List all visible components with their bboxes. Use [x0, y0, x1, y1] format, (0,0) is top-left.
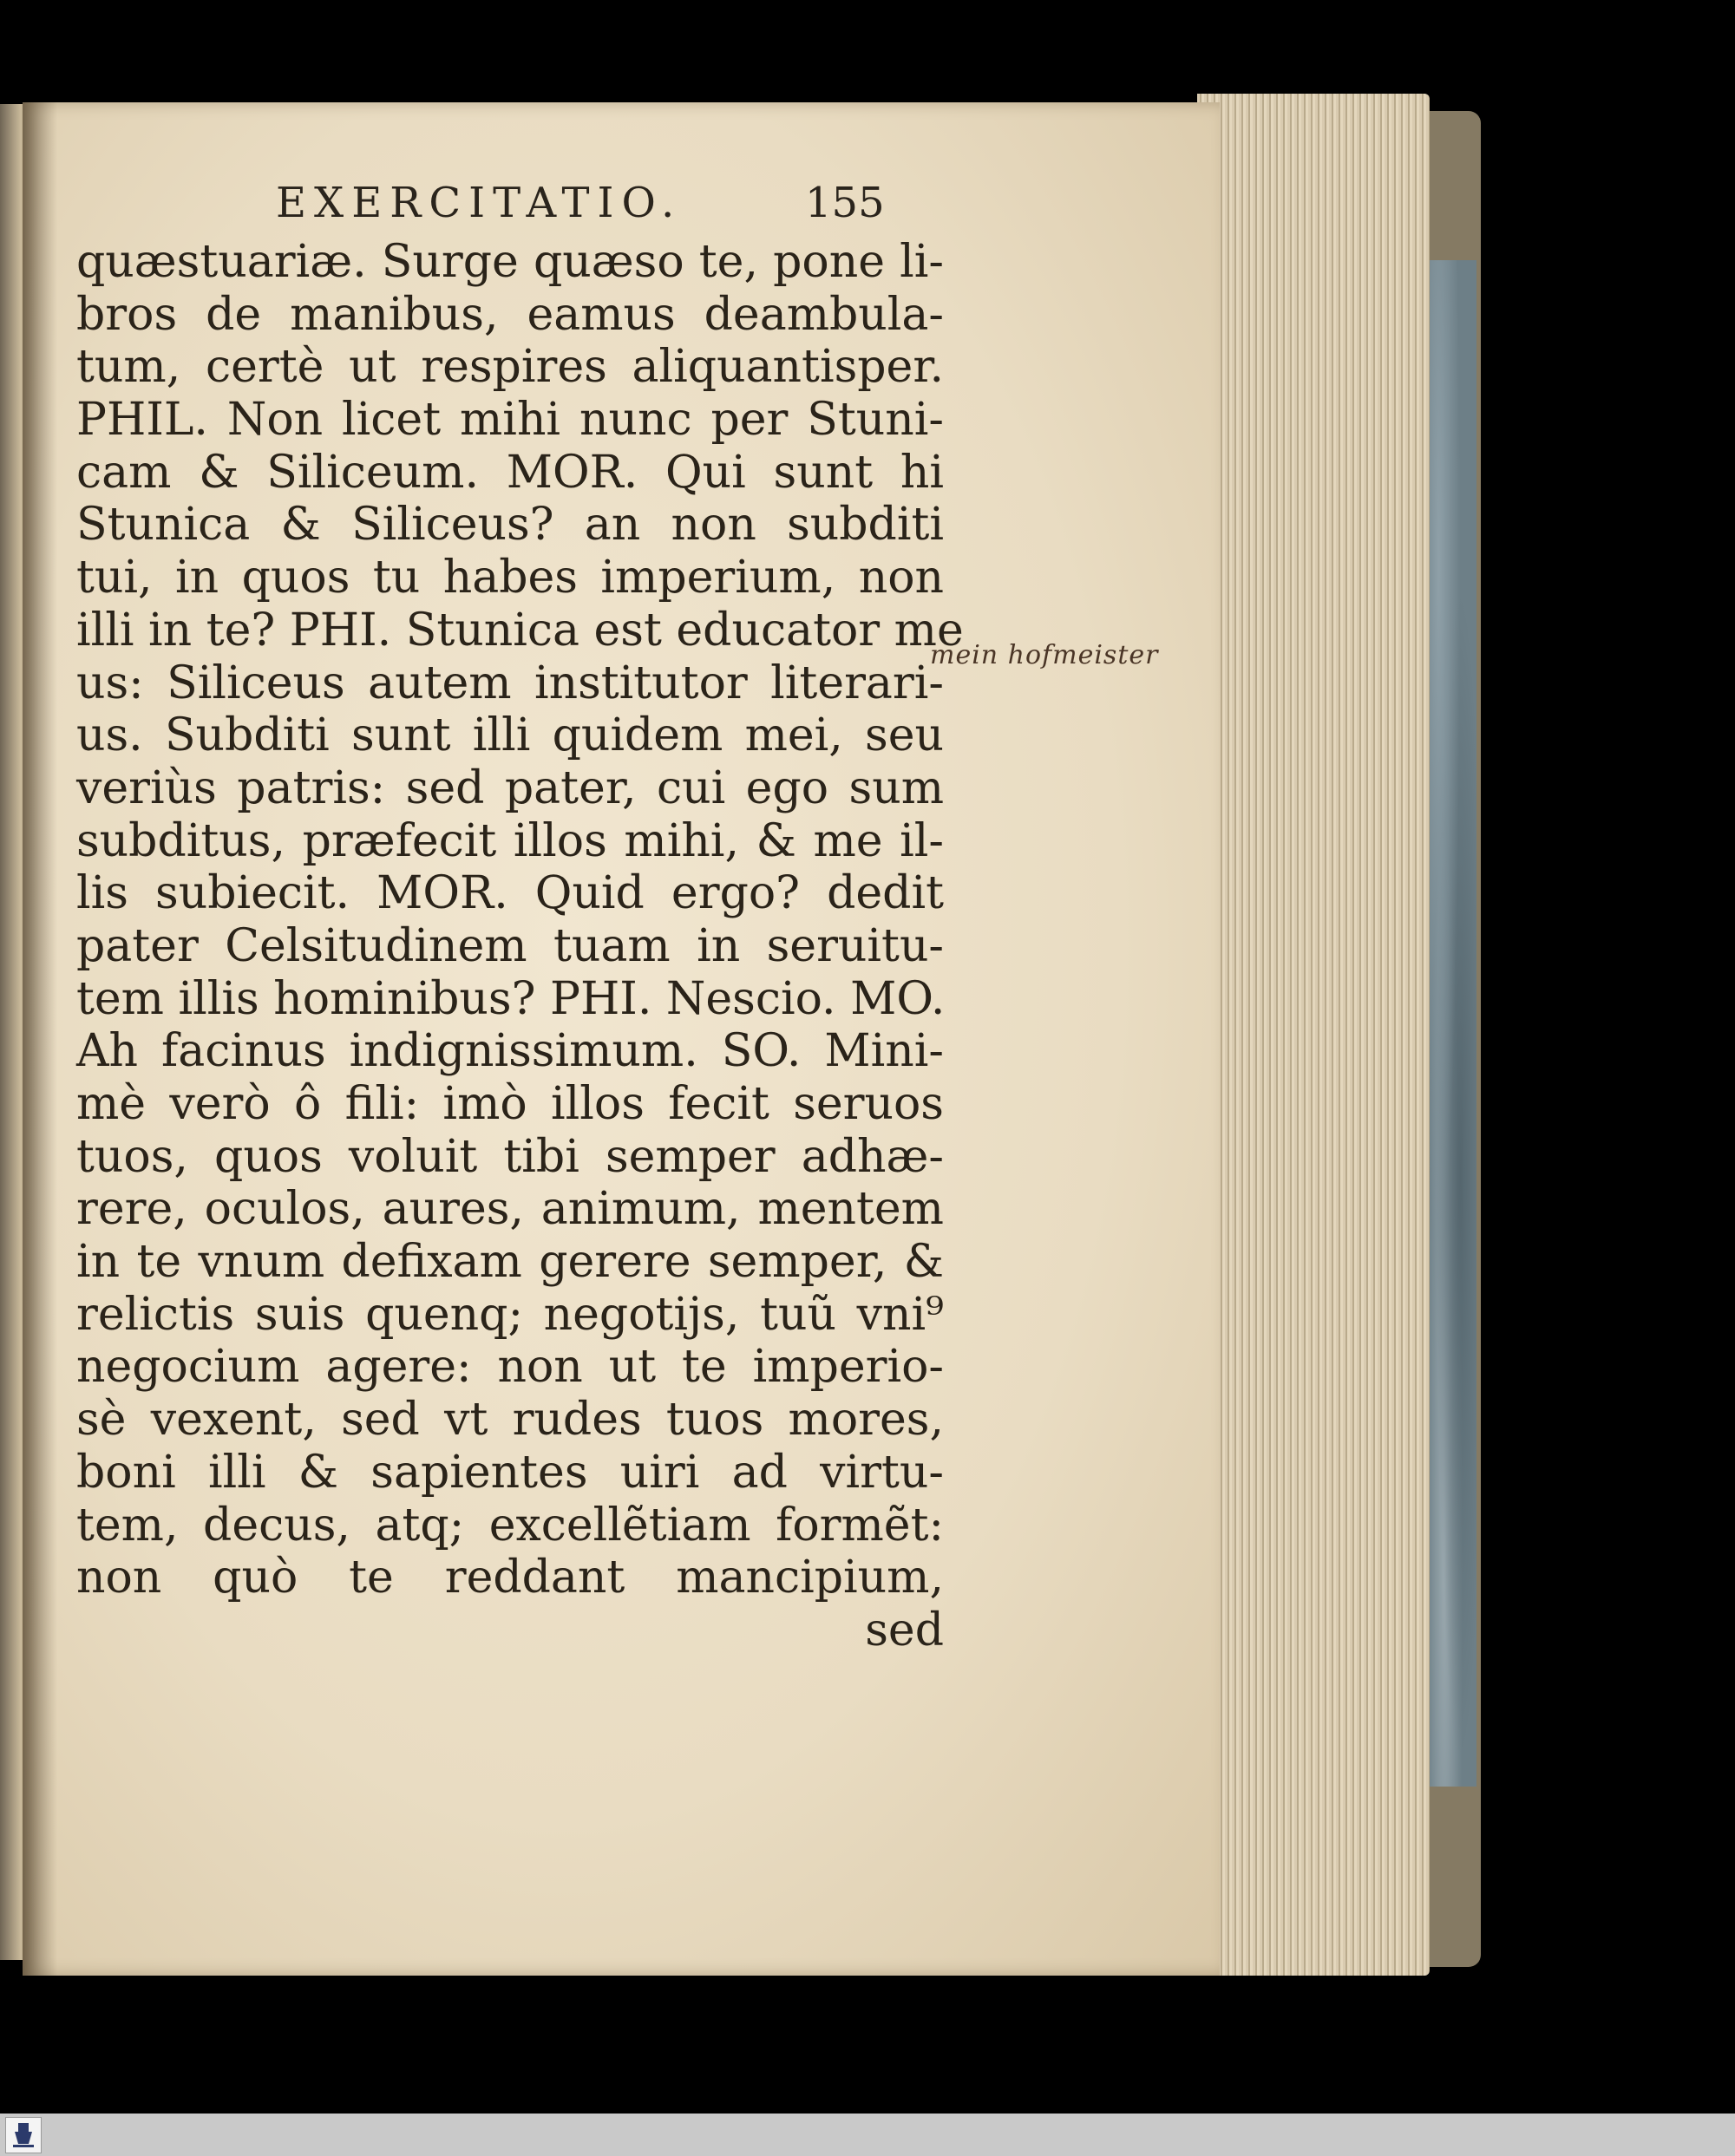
text-line: pater Celsitudinem tuam in seruitu-: [76, 919, 944, 972]
text-line: relictis suis quenq; negotijs, tuũ vni⁹: [76, 1288, 944, 1341]
handwritten-marginal-note: mein hofmeister: [930, 640, 1159, 670]
text-line: bros de manibus, eamus deambula-: [76, 288, 944, 341]
text-line: Ah facinus indignissimum. SO. Mini-: [76, 1025, 944, 1078]
text-line: tui, in quos tu habes imperium, non: [76, 552, 944, 604]
text-line: rere, oculos, aures, animum, mentem: [76, 1183, 944, 1236]
marbled-cover-paper: [1423, 260, 1476, 1787]
catchword: sed: [865, 1604, 944, 1656]
text-line: in te vnum defixam gerere semper, &: [76, 1236, 944, 1289]
text-block: [76, 236, 964, 1657]
text-line: quæstuariæ. Surge quæso te, pone li-: [76, 236, 944, 288]
text-line: PHIL. Non licet mihi nunc per Stuni-: [76, 394, 944, 447]
text-line: subditus, præfecit illos mihi, & me il-: [76, 814, 944, 867]
text-line: mè verò ô fili: imò illos fecit seruos: [76, 1078, 944, 1130]
page-stack: [1197, 94, 1430, 1976]
text-line: non quò te reddant mancipium,: [76, 1552, 944, 1604]
page-number: 155: [805, 179, 885, 227]
text-line: tum, certè ut respires aliquantisper.: [76, 341, 944, 394]
running-head: [276, 179, 900, 239]
viewer-footer-bar: [0, 2114, 1735, 2156]
gutter-shadow: [23, 102, 57, 1976]
library-logo-icon: [5, 2117, 42, 2153]
text-line: tem illis hominibus? PHI. Nescio. MO.: [76, 972, 946, 1025]
text-line: us: Siliceus autem institutor literari-: [76, 657, 944, 709]
text-line: Stunica & Siliceus? an non subditi: [76, 499, 944, 552]
text-line: sè vexent, sed vt rudes tuos mores,: [76, 1394, 944, 1447]
text-line: tem, decus, atq; excellẽtiam formẽt:: [76, 1499, 944, 1552]
text-line: veriùs patris: sed pater, cui ego sum: [76, 761, 944, 814]
text-line: lis subiecit. MOR. Quid ergo? dedit: [76, 867, 944, 920]
text-line: us. Subditi sunt illi quidem mei, seu: [76, 709, 944, 762]
text-line: illi in te? PHI. Stunica est educator me: [76, 604, 964, 657]
text-line: cam & Siliceum. MOR. Qui sunt hi: [76, 446, 944, 499]
text-line: negocium agere: non ut te imperio-: [76, 1341, 944, 1394]
text-line: boni illi & sapientes uiri ad virtu-: [76, 1446, 944, 1499]
text-line: tuos, quos voluit tibi semper adhæ-: [76, 1130, 944, 1183]
running-title: EXERCITATIO.: [276, 179, 683, 227]
